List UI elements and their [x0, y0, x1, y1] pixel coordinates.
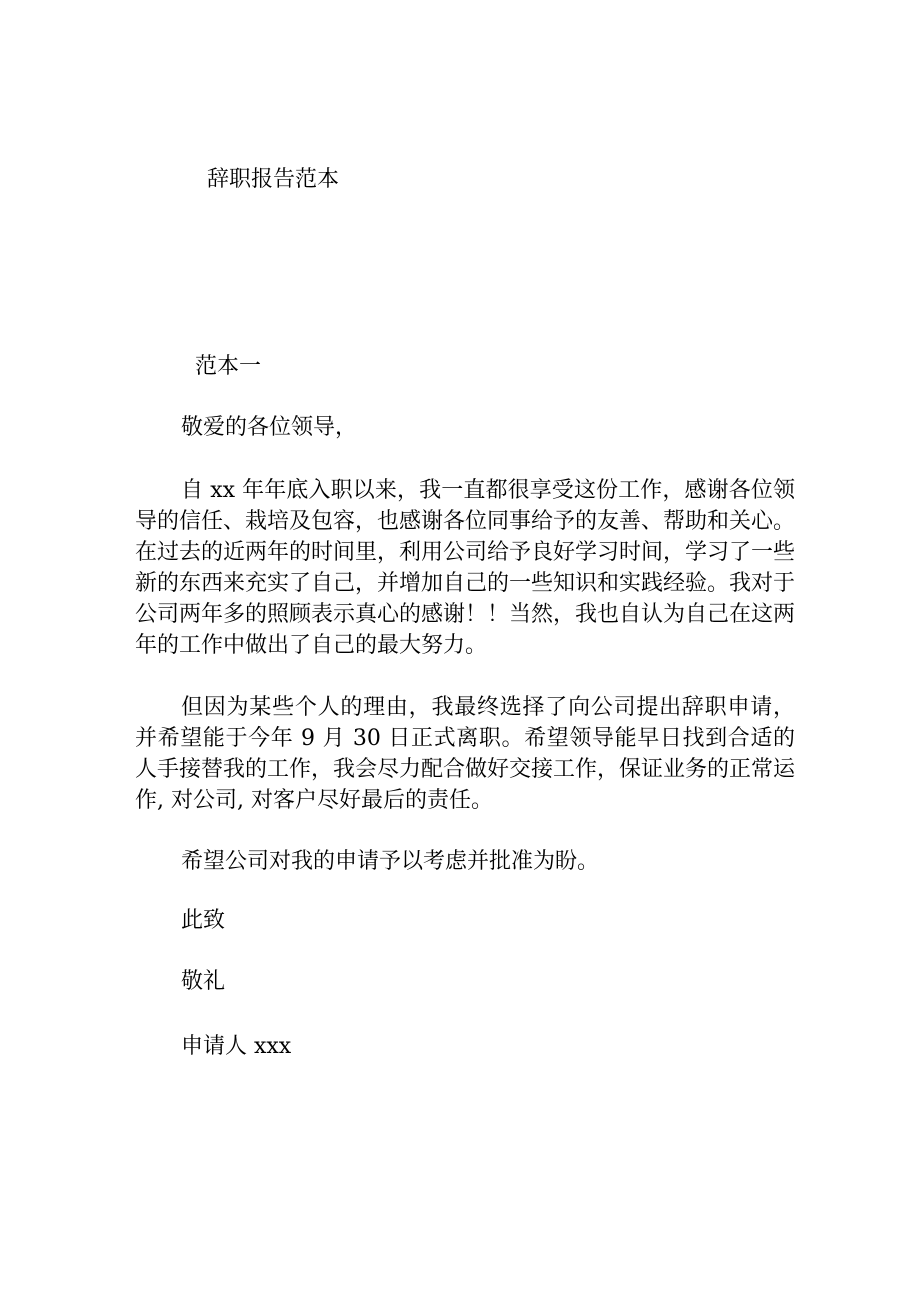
closing-request: 希望公司对我的申请予以考虑并批准为盼。 [181, 849, 600, 874]
closing-jingli: 敬礼 [181, 969, 226, 994]
closing-cizhi: 此致 [181, 908, 226, 933]
signature: 申请人 xxx [181, 1034, 292, 1059]
document-subtitle: 范本一 [195, 354, 262, 379]
body-paragraph-2: 但因为某些个人的理由，我最终选择了向公司提出辞职申请，并希望能于今年 9 月 30 日正式离职。希望领导能早日找到合适的人手接替我的工作，我会尽力配合做好交接工作，保证业务的正常运作, 对公司, 对客户尽好最后的责任。 [135, 695, 796, 813]
salutation: 敬爱的各位领导， [181, 415, 358, 440]
body-paragraph-1: 自 xx 年年底入职以来，我一直都很享受这份工作，感谢各位领导的信任、栽培及包容，也感谢各位同事给予的友善、帮助和关心。在过去的近两年的时间里，利用公司给予良好学习时间，学习了一些新的东西来充实了自己，并增加自己的一些知识和实践经验。我对于公司两年多的照顾表示真心的感谢！！当然，我也自认为自己在这两年的工作中做出了自己的最大努力。 [135, 478, 796, 658]
document-title: 辞职报告范本 [207, 167, 340, 192]
